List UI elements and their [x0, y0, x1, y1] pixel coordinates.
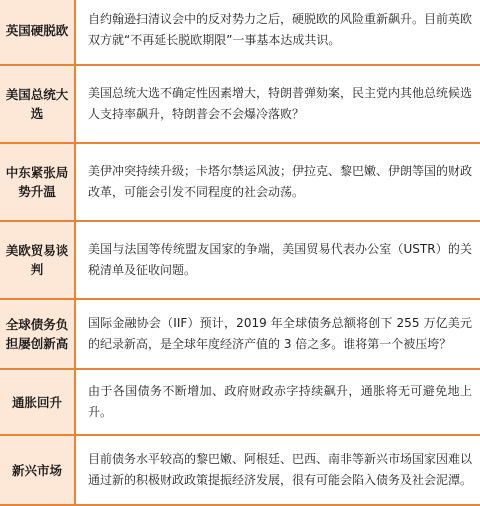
row-text: 由于各国债务不断增加、政府财政赤字持续飙升，通胀将无可避免地上升。 — [88, 384, 472, 419]
table-row — [0, 0, 480, 66]
row-text: 美国与法国等传统盟友国家的争端，美国贸易代表办公室（USTR）的关税清单及征收问题。 — [88, 242, 472, 277]
row-text: 自约翰逊扫清议会中的反对势力之后，硬脱欧的风险重新飙升。目前英欧双方就“不再延长脱欧期限”一事基本达成共识。 — [88, 12, 473, 47]
row-text: 美伊冲突持续升级；卡塔尔禁运风波；伊拉克、黎巴嫩、伊朗等国的财政改革，可能会引发不同程度的社会动荡。 — [88, 164, 473, 199]
row-text: 国际金融协会（IIF）预计，2019 年全球债务总额将创下 255 万亿美元的纪录新高，是全球年度经济产值的 3 倍之多。谁将第一个被压垮？ — [88, 316, 472, 351]
table-row — [0, 144, 480, 222]
row-label: 美国总统大选 — [0, 66, 76, 142]
row-text: 美国总统大选不确定性因素增大，特朗普弹劾案，民主党内其他总统候选人支持率飙升，特朗普会不会爆冷落败？ — [88, 86, 473, 121]
row-label: 新兴市场 — [0, 436, 76, 504]
table-row — [0, 370, 480, 436]
table-row — [0, 436, 480, 506]
row-label: 全球债务负担屡创新高 — [0, 300, 76, 368]
table-row — [0, 300, 480, 370]
row-label: 美欧贸易谈判 — [0, 222, 76, 298]
table-row — [0, 222, 480, 300]
row-label: 中东紧张局势升温 — [0, 144, 76, 220]
table-row — [0, 66, 480, 144]
row-label: 通胀回升 — [0, 370, 76, 434]
row-text: 目前债务水平较高的黎巴嫩、阿根廷、巴西、南非等新兴市场国家因难以通过新的积极财政政策提振经济发展，很有可能会陷入债务及社会泥潭。 — [88, 452, 473, 487]
row-label: 英国硬脱欧 — [0, 0, 76, 64]
